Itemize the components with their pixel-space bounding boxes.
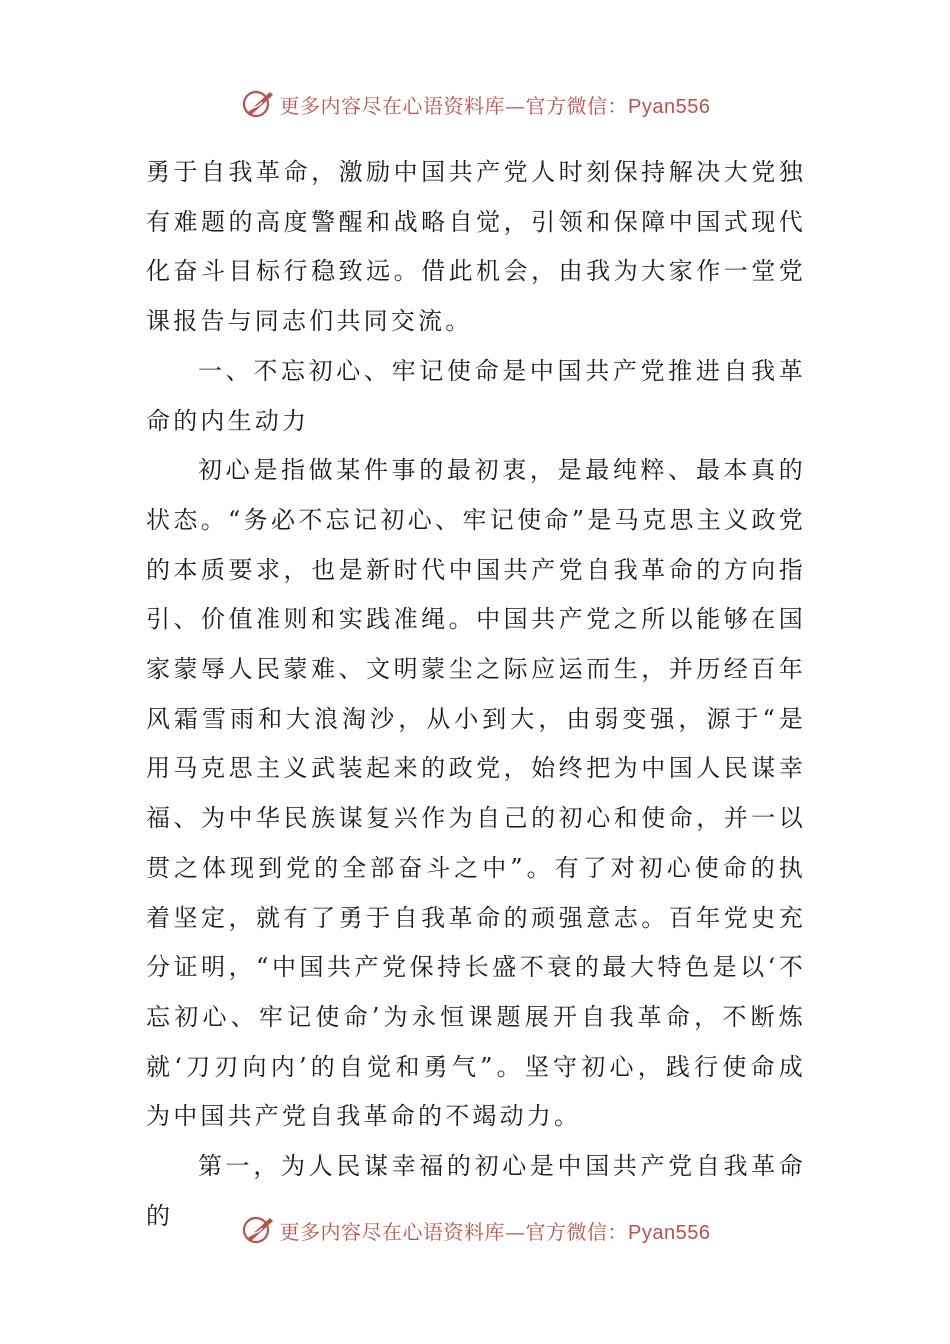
- banner-text: [280, 1216, 711, 1245]
- banner-text: [280, 90, 711, 119]
- footer-banner: [0, 1210, 950, 1250]
- quill-pen-logo-icon: [240, 86, 276, 122]
- banner-title: 更多内容尽在心语资料库: [279, 93, 506, 118]
- paragraph-continuation: 勇于自我革命，激励中国共产党人时刻保持解决大党独有难题的高度警醒和战略自觉，引领和保障中国式现代化奋斗目标行稳致远。借此机会，由我为大家作一堂党课报告与同志们共同交流。: [146, 158, 806, 336]
- paragraph-original-intention: 初心是指做某件事的最初衷，是最纯粹、最本真的状态。“务必不忘记初心、牢记使命”是马克思主义政党的本质要求，也是新时代中国共产党自我革命的方向指引、价值准则和实践准绳。中国共产党之所以能够在国家蒙辱人民蒙难、文明蒙尘之际应运而生，并历经百年风霜雪雨和大浪淘沙，从小到大，由弱变强，源于“是用马克思主义武装起来的政党，始终把为中国人民谋幸福、为中华民族谋复兴作为自己的初心和使命，并一以贯之体现到党的全部奋斗之中”。有了对初心使命的执着坚定，就有了勇于自我革命的顽强意志。百年党史充分证明，“中国共产党保持长盛不衰的最大特色是以‘不忘初心、牢记使命’为永恒课题展开自我革命，不断炼就‘刀刃向内’的自觉和勇气”。坚守初心，践行使命成为中国共产党自我革命的不竭动力。: [146, 456, 806, 1131]
- header-banner: [0, 84, 950, 124]
- banner-wechat-label: 官方微信：: [525, 1219, 629, 1244]
- quill-pen-logo-icon: [240, 1212, 276, 1248]
- section-heading-1: 一、不忘初心、牢记使命是中国共产党推进自我革命的内生动力: [146, 356, 806, 435]
- banner-title: 更多内容尽在心语资料库: [279, 1219, 506, 1244]
- document-body: [146, 148, 806, 1241]
- banner-wechat-id: Pyan556: [628, 1221, 711, 1244]
- paragraph-first-point: 第一，为人民谋幸福的初心是中国共产党自我革命的: [146, 1152, 806, 1230]
- banner-wechat-id: Pyan556: [628, 95, 711, 118]
- banner-separator: —: [505, 93, 526, 118]
- banner-separator: —: [505, 1219, 526, 1244]
- banner-wechat-label: 官方微信：: [525, 93, 629, 118]
